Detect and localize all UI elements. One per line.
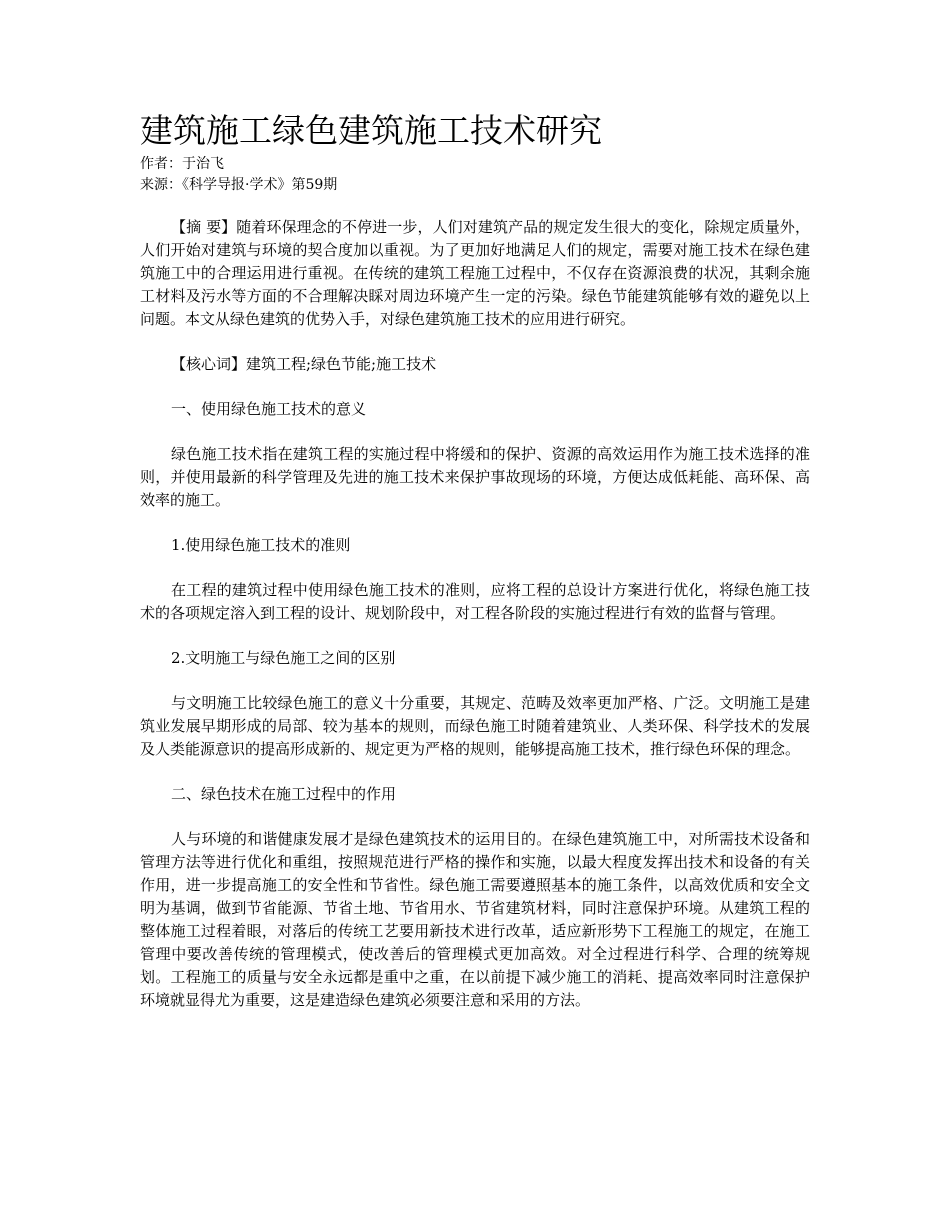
section-heading-1: 一、使用绿色施工技术的意义 [171,400,367,418]
section-heading-2: 二、绿色技术在施工过程中的作用 [171,785,397,803]
meta-block [140,154,810,196]
author-line: 作者：于治飞 [140,156,224,172]
subsection-paragraph-1: 在工程的建筑过程中使用绿色施工技术的准则，应将工程的总设计方案进行优化，将绿色施工技术的各项规定溶入到工程的设计、规划阶段中，对工程各阶段的实施过程进行有效的监督与管理。 [140,581,810,622]
source-line: 来源：《科学导报·学术》第59期 [140,177,338,193]
subsection-paragraph-2: 与文明施工比较绿色施工的意义十分重要，其规定、范畴及效率更加严格、广泛。文明施工是建筑业发展早期形成的局部、较为基本的规则，而绿色施工时随着建筑业、人类环保、科学技术的发展及人类能源意识的提高形成新的、规定更为严格的规则，能够提高施工技术，推行绿色环保的理念。 [140,694,810,758]
keywords-line: 【核心词】建筑工程;绿色节能;施工技术 [171,355,437,373]
section-paragraph-2: 人与环境的和谐健康发展才是绿色建筑技术的运用目的。在绿色建筑施工中，对所需技术设备和管理方法等进行优化和重组，按照规范进行严格的操作和实施，以最大程度发挥出技术和设备的有关作用，进一步提高施工的安全性和节省性。绿色施工需要遵照基本的施工条件，以高效优质和安全文明为基调，做到节省能源、节省土地、节省用水、节省建筑材料，同时注意保护环境。从建筑工程的整体施工过程着眼，对落后的传统工艺要用新技术进行改革，适应新形势下工程施工的规定，在施工管理中要改善传统的管理模式，使改善后的管理模式更加高效。对全过程进行科学、合理的统筹规划。工程施工的质量与安全永远都是重中之重，在以前提下减少施工的消耗、提高效率同时注意保护环境就显得尤为重要，这是建造绿色建筑必须要注意和采用的方法。 [140,830,810,1009]
abstract-paragraph: 【摘 要】随着环保理念的不停进一步，人们对建筑产品的规定发生很大的变化，除规定质量外，人们开始对建筑与环境的契合度加以重视。为了更加好地满足人们的规定，需要对施工技术在绿色建筑施工中的合理运用进行重视。在传统的建筑工程施工过程中，不仅存在资源浪费的状况，其剩余施工材料及污水等方面的不合理解决睬对周边环境产生一定的污染。绿色节能建筑能够有效的避免以上问题。本文从绿色建筑的优势入手，对绿色建筑施工技术的应用进行研究。 [140,218,810,328]
subsection-heading-1: 1.使用绿色施工技术的准则 [171,536,351,554]
section-paragraph-1: 绿色施工技术指在建筑工程的实施过程中将缓和的保护、资源的高效运用作为施工技术选择的准则，并使用最新的科学管理及先进的施工技术来保护事故现场的环境，方便达成低耗能、高环保、高效率的施工。 [140,445,810,509]
subsection-heading-2: 2.文明施工与绿色施工之间的区别 [171,649,396,667]
document-title: 建筑施工绿色建筑施工技术研究 [140,111,602,150]
document-page [140,108,810,1034]
